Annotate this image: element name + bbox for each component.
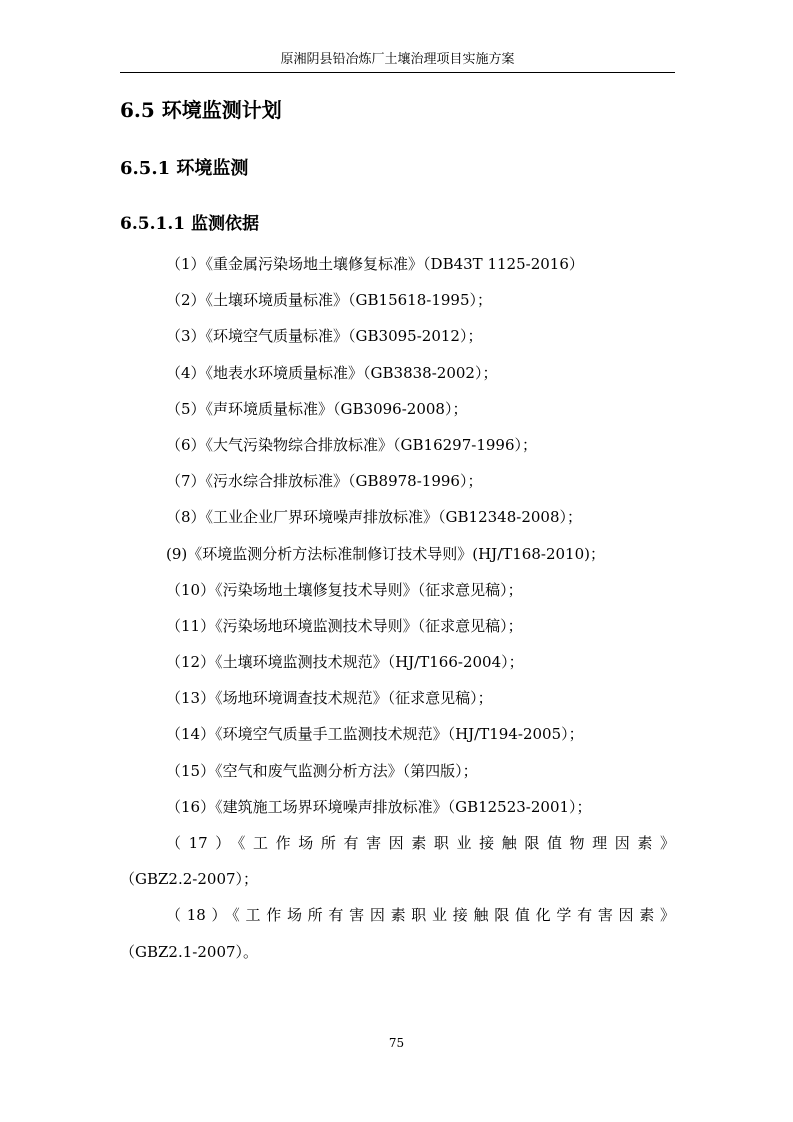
reference-line-1: （17）《工作场所有害因素职业接触限值物理因素》: [166, 834, 675, 852]
reference-item: （8）《工业企业厂界环境噪声排放标准》（GB12348-2008）；: [166, 508, 583, 527]
reference-item: （13）《场地环境调查技术规范》（征求意见稿）；: [166, 689, 493, 708]
section-heading-6-5-1: 6.5.1 环境监测: [120, 158, 249, 179]
reference-item: （2）《土壤环境质量标准》（GB15618-1995）；: [166, 291, 493, 310]
reference-line-1: （18）《工作场所有害因素职业接触限值化学有害因素》: [166, 906, 675, 925]
reference-item: （7）《污水综合排放标准》（GB8978-1996）；: [166, 472, 483, 491]
reference-item: （14）《环境空气质量手工监测技术规范》（HJ/T194-2005）；: [166, 725, 584, 744]
reference-item: （15）《空气和废气监测分析方法》（第四版）；: [166, 761, 478, 780]
reference-item: （10）《污染场地土壤修复技术导则》（征求意见稿）；: [166, 580, 523, 599]
reference-item: （6）《大气污染物综合排放标准》（GB16297-1996）；: [166, 435, 538, 454]
section-heading-6-5-1-1: 6.5.1.1 监测依据: [120, 214, 259, 234]
reference-item: （4）《地表水环境质量标准》（GB3838-2002）；: [166, 363, 498, 382]
reference-item: （12）《土壤环境监测技术规范》（HJ/T166-2004）；: [166, 653, 524, 672]
reference-item-wrapped: [120, 825, 675, 897]
running-header: 原湘阴县铅冶炼厂土壤治理项目实施方案: [280, 52, 515, 67]
reference-item-wrapped: [120, 897, 675, 969]
reference-item: （16）《建筑施工场界环境噪声排放标准》（GB12523-2001）；: [166, 797, 592, 816]
reference-item: (9)《环境监测分析方法标准制修订技术导则》(HJ/T168-2010)；: [166, 544, 605, 563]
section-heading-6-5: 6.5 环境监测计划: [120, 98, 282, 122]
reference-item: （11）《污染场地环境监测技术导则》（征求意见稿）；: [166, 616, 523, 635]
reference-list: [120, 246, 675, 970]
reference-item: （1）《重金属污染场地土壤修复标准》（DB43T 1125-2016）: [166, 255, 584, 273]
header-rule: [120, 72, 675, 73]
reference-item: （5）《声环境质量标准》（GB3096-2008）；: [166, 399, 468, 418]
reference-line-2: （GBZ2.2-2007）；: [120, 870, 259, 889]
reference-item: （3）《环境空气质量标准》（GB3095-2012）；: [166, 327, 483, 346]
reference-line-2: （GBZ2.1-2007）。: [120, 942, 259, 961]
page-number: 75: [388, 1036, 405, 1050]
